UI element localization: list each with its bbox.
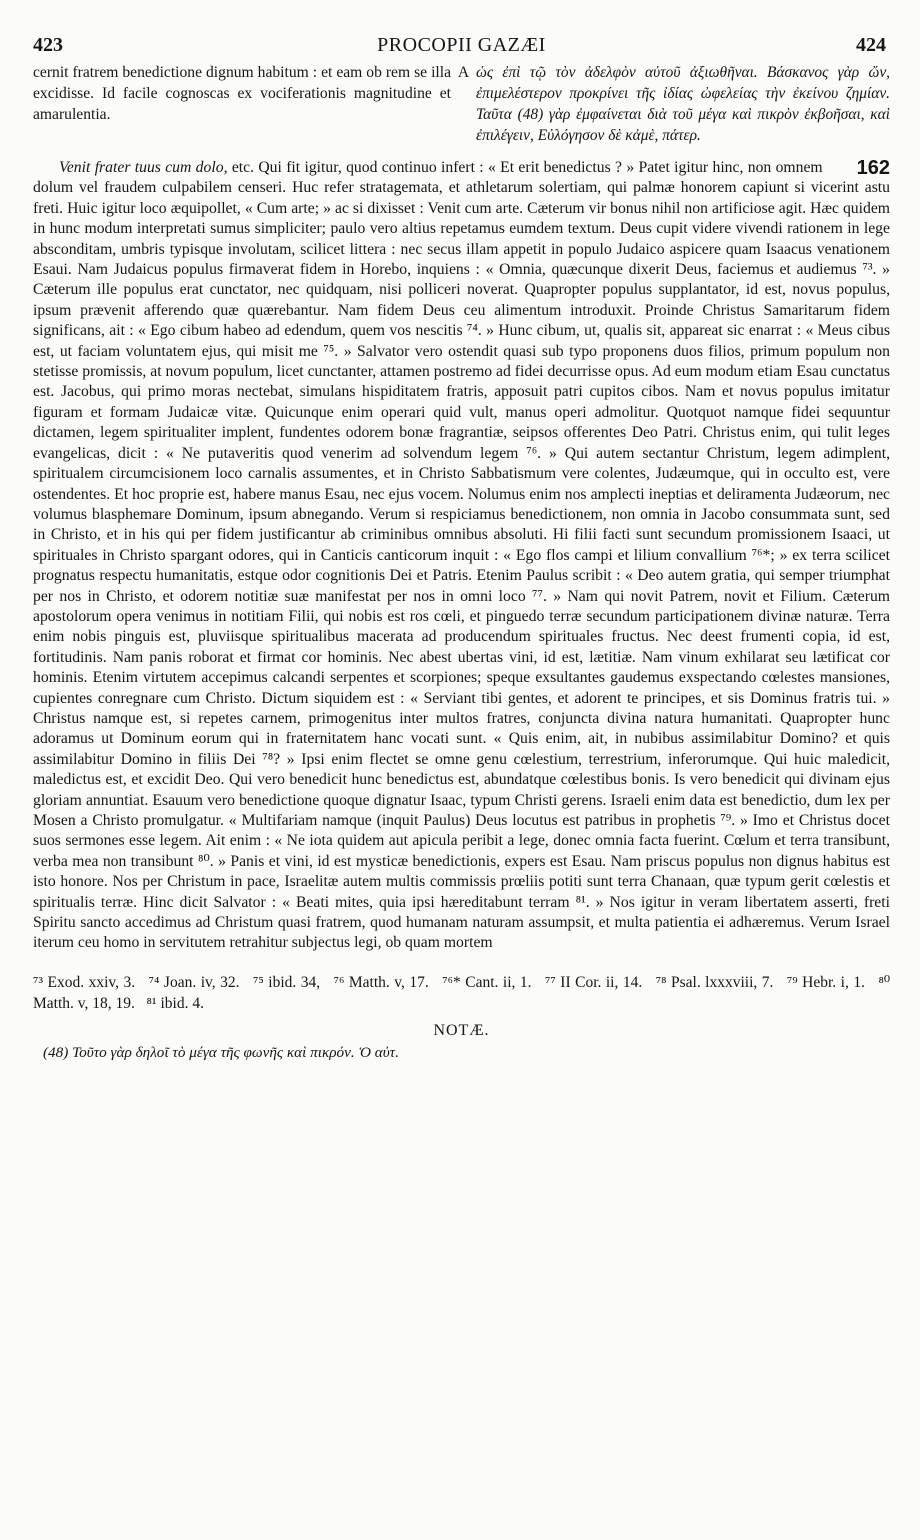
parallel-columns [33, 62, 890, 146]
main-paragraph [33, 158, 890, 954]
notae-title: NOTÆ. [433, 1021, 490, 1039]
footnote: ⁷⁷ II Cor. ii, 14. [545, 973, 643, 991]
footnote: ⁷⁴ Joan. iv, 32. [148, 973, 240, 991]
running-title: PROCOPII GAZÆI [377, 34, 546, 56]
footnote: ⁷³ Exod. xxiv, 3. [33, 973, 136, 991]
column-marker: A [457, 64, 470, 81]
footnote: ⁷⁶* Cant. ii, 1. [442, 973, 532, 991]
footnotes [33, 972, 890, 1014]
right-page-number: 424 [856, 34, 886, 56]
page-header [33, 30, 890, 60]
body-text: etc. Qui fit igitur, quod continuo infert : « Et erit benedictus ? » Patet igitur hinc, non omnem dolum vel fraudem culpabilem censeri. Huc refer stratagemata, et athletarum solertiam, qui palmæ honorem capiunt si vicerint astu freti. Huic igitur loco æquipollet, « Cum arte; » ac si dixisset : Venit cum arte. Cæterum vir bonus nihil non artificiose agit. Hæc quidem in hunc modum interpretati sumus simpliciter; paulo vero altius repetamus eumdem textum. Deus cupit videre vivendi rationem in lege absconditam, umbris typisque involutam, scilicet littera : nec secus illam appetit in populo Judaico aspicere quam Isaacus venationem Esaui. Nam Judaicus populus firmaverat fidem in Horebo, inquiens : « Omnia, quæcunque dixerit Deus, faciemus et audiemus ⁷³. » Cæterum ille populus erat cunctator, nec quidquam, nisi polliceri noverat. Quapropter populus supplantator, id est, novus populus, ipsum prævenit afferendo quæ quærebantur. Nam fidem Deus ceu alimentum introduxit. Proinde Christus Samaritarum fidem significans, ait : « Ego cibum habeo ad edendum, quem vos nescitis ⁷⁴. » Hunc cibum, ut, qualis sit, appareat sic enarrat : « Meus cibus est, ut faciam voluntatem ejus, qui misit me ⁷⁵. » Salvator vero ostendit quasi sub typo proponens duos filios, primum populum non stetisse promissis, at novum populum, licet cunctanter, attamen postremo ad fidei decurrisse opus. Ad eum modum etiam Esau cunctatus est. Jacobus, qui primo moras nectebat, simulans hispiditatem fratris, apposuit patri cupitos cibos. Nam et novus populus imitatur figuram et formam Judaicæ vitæ. Quicunque enim operari quid vult, manus operi admolitur. Quotquot namque fidei sequuntur dictamen, legem spiritualiter implent, fundentes odorem bonæ fragrantiæ, seipsos offerentes Deo Patri. Christus enim, qui tulit leges evangelicas, dicit : « Ne putaveritis quod venerim ad solvendum legem ⁷⁶. » Qui autem sectantur Christum, legem adimplent, spiritualem circumcisionem loco carnalis assumentes, et in Christo Sabbatismum vere colentes, Judæumque, qui in occulto est, vere ostendentes. Et hoc proprie est, habere manus Esau, nec ejus vocem. Nolumus enim nos amplecti ineptias et deliramenta Judæorum, nec volumus blasphemare Dominum, ipsum abnegando. Verum si respiciamus benedictionem, non omnia in Jacobo consummata sunt, sed in Christo, et in his qui per fidem justificantur ab criminibus omnibus absoluti. Hi filii facti sunt secundum promissionem Isaaci, ut spirituales in Christo spargant odores, qui in Canticis canticorum inquit : « Ego flos campi et lilium convallium ⁷⁶*; » ex terra scilicet prognatus respectu humanitatis, estque odor cognitionis Dei et Patris. Etenim Paulus scribit : « Deo autem gratia, qui semper triumphat per nos in Christo, et odorem notitiæ suæ manifestat per nos in omni loco ⁷⁷. » Nam qui novit Patrem, novit et Filium. Cæterum apostolorum opera venimus in notitiam Filii, qui nobis est ros cœli, et pinguedo terræ secundum participationem divinæ naturæ. Terra enim nobis pinguis est, pluviisque spiritualibus macerata ad producendum spirituales fructus. Nec deest frumenti copia, id est, fortitudinis. Nam panis roborat et firmat cor hominis. Nec abest ubertas vini, id est, lætitiæ. Nam vinum exhilarat seu lætificat cor hominis. Etenim virtutem accepimus calcandi serpentes et scorpiones; speque exsultantes gaudemus exspectando cœlestes mansiones, cupientes conregnare cum Christo. Dictum siquidem est : « Serviant tibi gentes, et adorent te principes, et sis Dominus fratris tui. » Christus namque est, si repetes carnem, primogenitus inter multos fratres, conjuncta divina natura humanitati. Quapropter hunc adoramus ut Dominum eorum qui in fraternitatem hanc vocati sunt. « Quis enim, ait, in nubibus assimilabitur Domino? et quis assimilabitur Domino in filiis Dei ⁷⁸? » Ipsi enim flectet se omne genu cœlestium, terrestrium, inferorumque. Qui huic maledicit, maledictus est, et excidit Deo. Qui vero benedicit hunc benedictus est, abundatque cœlestibus bonis. Is vero benedicit qui divinam ejus gloriam annuntiat. Esauum vero benedictione quoque dignatur Isaac, typum Christi gerens. Israeli enim data est benedictio, dum lex per Mosen a Christo promulgatur. « Multifariam namque (inquit Paulus) Deus locutus est patribus in prophetis ⁷⁹. » Imo et Christus docet suos sermones esse legem. Ait enim : « Ne iota quidem aut apicula peribit a lege, donec omnia facta fuerint. Cœlum et terra transibunt, verba mea non transibunt ⁸⁰. » Panis et vini, id est mysticæ benedictionis, expers est Esau. Nam priscus populus non dignus habitus est isto honore. Nos per Christum in pace, Israelitæ autem multis commissis prœliis potiti sunt terra Chanaan, quæ typum gerit cœlestis et spiritualis terræ. Hinc dicit Salvator : « Beati mites, quia ipsi hæreditabunt terram ⁸¹. » Nos igitur in veram libertatem asserti, freti Spiritu sancto accedimus ad Christum quasi fratrem, quod humanam naturam assumpsit, et multa patientia ei adhæremus. Verum Israel iterum ceu homo in servitutem retrahitur subjectus legi, ob quam mortem [33, 159, 890, 952]
latin-column-text: cernit fratrem benedictione dignum habitum : et eam ob rem se illa excidisse. Id facile cognoscas ex vociferationis magnitudine et amarulentia. [33, 64, 451, 123]
footnote: ⁸¹ ibid. 4. [146, 994, 204, 1012]
left-page-number: 423 [33, 34, 63, 56]
footnote: ⁷⁶ Matth. v, 17. [333, 973, 429, 991]
footnote: ⁷⁹ Hebr. i, 1. [786, 973, 865, 991]
footnote: ⁷⁸ Psal. lxxxviii, 7. [655, 973, 774, 991]
footnote: ⁸⁰ Matth. v, 18, 19. [33, 973, 891, 1012]
notae-text: (48) Τοῦτο γὰρ δηλοῖ τὸ μέγα τῆς φωνῆς καὶ πικρόν. Ὁ αὐτ. [43, 1043, 399, 1061]
greek-column-text: ὡς ἐπὶ τῷ τὸν ἀδελφὸν αὐτοῦ ἀξιωθῆναι. Βάσκανος γὰρ ὤν, ἐπιμελέστερον προκρίνει τῆς ἰδίας ὠφελείας τὴν ἐκείνου ζημίαν. Ταῦτα (48) γὰρ ἐμφαίνεται διὰ τοῦ μέγα καὶ πικρὸν ἐκβοῆσαι, καὶ ἐπιλέγειν, Εὐλόγησον δὲ κἀμὲ, πάτερ. [476, 64, 890, 144]
lead-italic: Venit frater tuus cum dolo, [59, 159, 228, 176]
main-text [33, 158, 890, 954]
footnote: ⁷⁵ ibid. 34, [252, 973, 321, 991]
margin-number: 162 [856, 157, 890, 179]
